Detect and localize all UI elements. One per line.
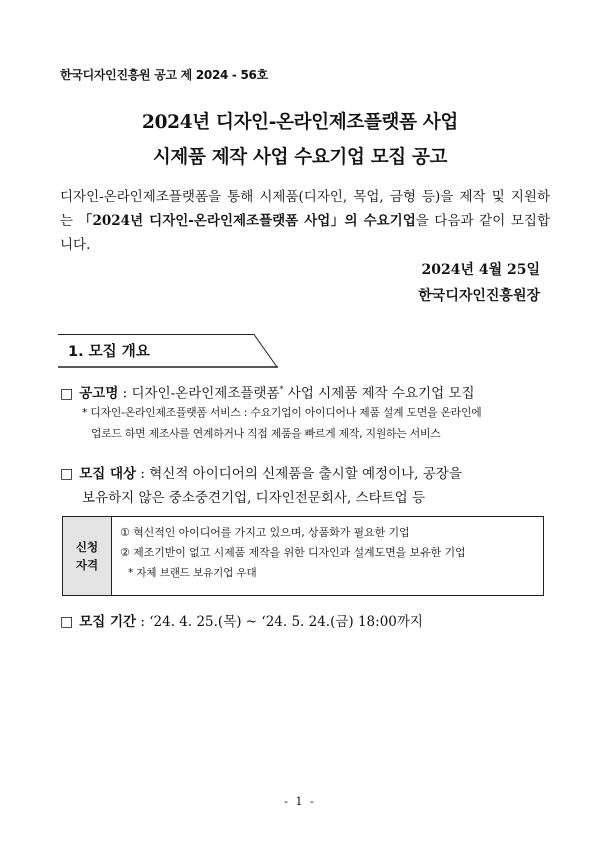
intro-paragraph [60, 185, 550, 257]
intro-text-1: 디자인-온라인제조플랫폼을 통해 시제품(디자인, 목업, 금형 등)을 제작 및 지원하는 [60, 189, 550, 229]
section-heading-label: 1. 모집 개요 [68, 344, 150, 360]
service-footnote-line2: 업로드 하면 제조사를 연계하거나 직접 제품을 빠르게 제작, 지원하는 서비스 [91, 427, 441, 440]
item-period [60, 610, 560, 634]
qualification-note: * 자체 브랜드 보유기업 우대 [128, 567, 257, 579]
issuing-organization: 한국디자인진흥원장 [418, 288, 540, 304]
section-heading [58, 334, 278, 368]
item-target [60, 462, 560, 510]
qualification-body [112, 517, 543, 595]
notice-number: 한국디자인진흥원 공고 제 2024 - 56호 [60, 68, 268, 82]
qualification-table [62, 516, 544, 596]
qualification-header-line2: 자격 [75, 558, 99, 572]
footnote-mark: * [279, 385, 284, 394]
checkbox-bullet-icon: □ [60, 614, 74, 630]
qualification-row: ① 혁신적인 아이디어를 가지고 있으며, 상품화가 필요한 기업 [120, 526, 410, 539]
item-target-text-2: 보유하지 않은 중소중견기업, 디자인전문회사, 스타트업 등 [82, 490, 426, 506]
notice-date: 2024년 4월 25일 [421, 262, 540, 278]
qualification-header [63, 517, 112, 595]
item-target-text: : 혁신적 아이디어의 신제품을 출시할 예정이나, 공장을 [136, 466, 462, 482]
checkbox-bullet-icon: □ [60, 385, 74, 402]
intro-emphasis: 「2024년 디자인-온라인제조플랫폼 사업」의 수요기업 [78, 213, 416, 229]
intro-text-2: 을 다음과 같이 모집합니다. [60, 213, 550, 253]
checkbox-bullet-icon: □ [60, 466, 74, 482]
item-period-head: 모집 기간 [79, 614, 137, 630]
item-notice-name-text: : 디자인-온라인제조플랫폼 [118, 385, 280, 402]
page-title-line1: 2024년 디자인-온라인제조플랫폼 사업 [142, 112, 458, 133]
item-notice-name-text-2: 사업 시제품 제작 수요기업 모집 [283, 385, 475, 402]
page-number: - 1 - [284, 795, 316, 808]
page-title-line2: 시제품 제작 사업 수요기업 모집 공고 [152, 147, 448, 168]
service-footnote [82, 402, 562, 444]
qualification-header-line1: 신청 [75, 540, 99, 554]
qualification-row: ② 제조기반이 없고 시제품 제작을 위한 디자인과 설계도면을 보유한 기업 [120, 546, 466, 559]
item-notice-name-head: 공고명 [79, 385, 119, 402]
service-footnote-line1: * 디자인-온라인제조플랫폼 서비스 : 수요기업이 아이디어나 제품 설계 도면을 온라인에 [82, 406, 482, 419]
item-target-head: 모집 대상 [79, 466, 137, 482]
item-period-text: : ‘24. 4. 25.(목) ~ ‘24. 5. 24.(금) 18:00까지 [136, 614, 423, 630]
